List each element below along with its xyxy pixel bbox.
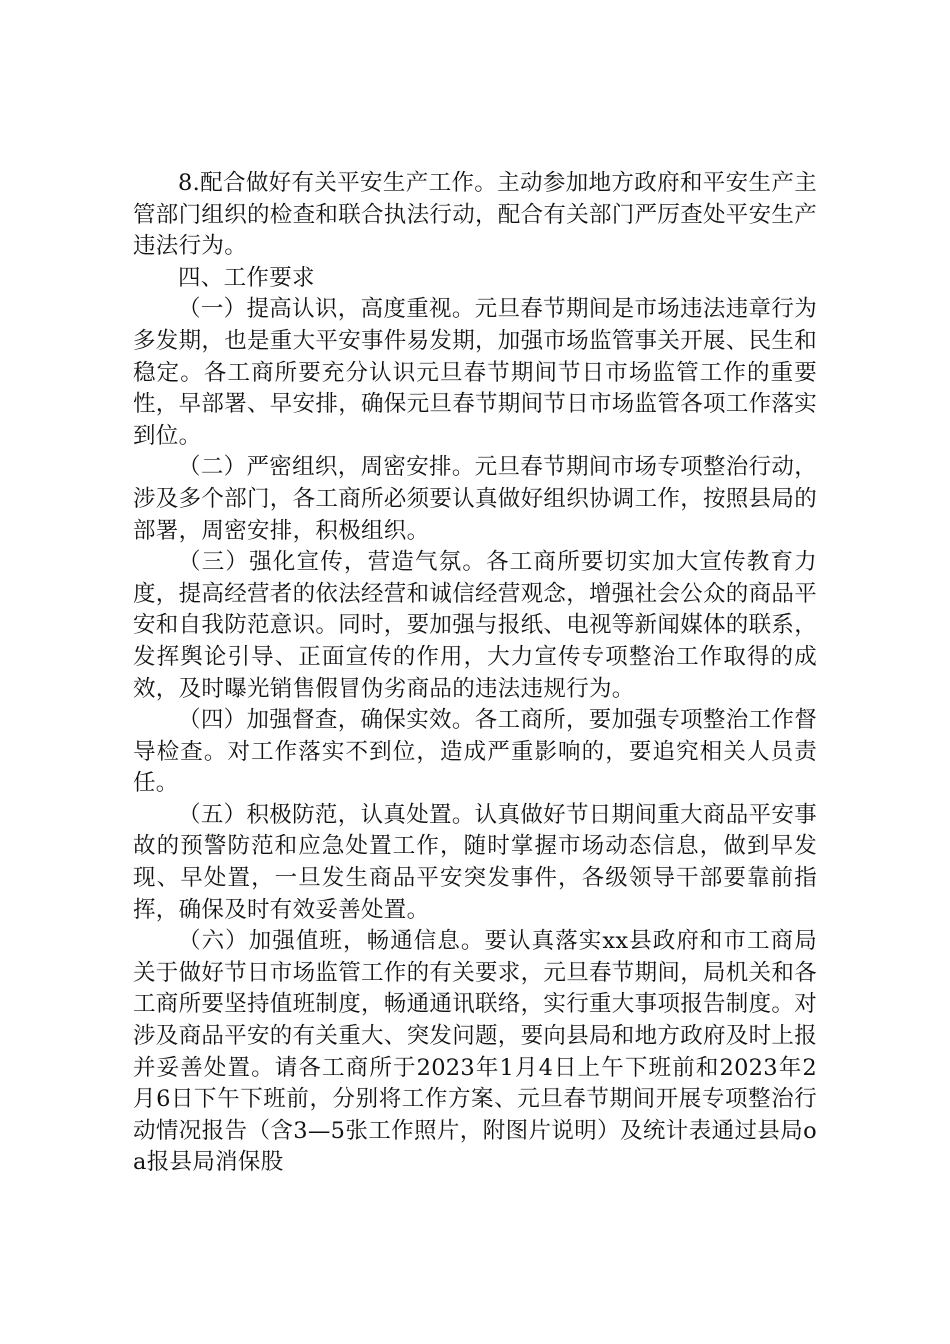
paragraph-requirement-6: （六）加强值班，畅通信息。要认真落实xx县政府和市工商局关于做好节日市场监管工作的有关要求，元旦春节期间，局机关和各工商所要坚持值班制度，畅通通讯联络，实行重大事项报告制度。对涉及商品平安的有关重大、突发问题，要向县局和地方政府及时上报并妥善处置。请各工商所于2023年1月4日上午下班前和2023年2月6日下午下班前，分别将工作方案、元旦春节期间开展专项整治行动情况报告（含3—5张工作照片，附图片说明）及统计表通过县局oa报县局消保股 [133, 928, 818, 1176]
document-page [133, 168, 817, 1179]
paragraph-item-8: 8.配合做好有关平安生产工作。主动参加地方政府和平安生产主管部门组织的检查和联合执法行动，配合有关部门严厉查处平安生产违法行为。 [133, 170, 818, 260]
paragraph-requirement-2: （二）严密组织，周密安排。元旦春节期间市场专项整治行动，涉及多个部门，各工商所必须要认真做好组织协调工作，按照县局的部署，周密安排，积极组织。 [133, 454, 818, 544]
paragraph-requirement-5: （五）积极防范，认真处置。认真做好节日期间重大商品平安事故的预警防范和应急处置工作，随时掌握市场动态信息，做到早发现、早处置，一旦发生商品平安突发事件，各级领导干部要靠前指挥，确保及时有效妥善处置。 [133, 801, 817, 923]
paragraph-requirement-3: （三）强化宣传，营造气氛。各工商所要切实加大宣传教育力度，提高经营者的依法经营和诚信经营观念，增强社会公众的商品平安和自我防范意识。同时，要加强与报纸、电视等新闻媒体的联系，发挥舆论引导、正面宣传的作用，大力宣传专项整治工作取得的成效，及时曝光销售假冒伪劣商品的违法违规行为。 [133, 549, 818, 702]
paragraph-requirement-4: （四）加强督查，确保实效。各工商所，要加强专项整治工作督导检查。对工作落实不到位，造成严重影响的，要追究相关人员责任。 [133, 707, 817, 797]
paragraph-requirement-1: （一）提高认识，高度重视。元旦春节期间是市场违法违章行为多发期，也是重大平安事件易发期，加强市场监管事关开展、民生和稳定。各工商所要充分认识元旦春节期间节日市场监管工作的重要性，早部署、早安排，确保元旦春节期间节日市场监管各项工作落实到位。 [133, 296, 818, 449]
section-heading-work-requirements: 四、工作要求 [178, 264, 315, 291]
